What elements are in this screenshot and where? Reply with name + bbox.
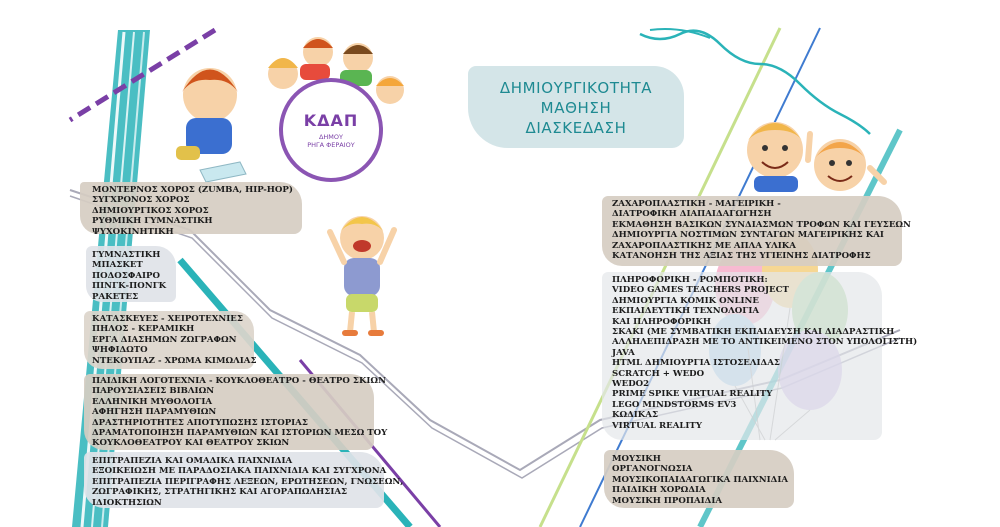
list-item: VIRTUAL REALITY	[612, 420, 702, 431]
list-item: ΨΥΧΟΚΙΝΗΤΙΚΗ	[92, 226, 174, 237]
list-item: ΠΗΛΟΣ - ΚΕΡΑΜΙΚΗ	[92, 324, 195, 335]
list-item: ΠΑΡΟΥΣΙΑΣΕΙΣ ΒΙΒΛΙΩΝ	[92, 386, 215, 397]
list-item: ΡΑΚΕΤΕΣ	[92, 291, 139, 302]
jumping-boy-illustration	[330, 216, 394, 336]
section-sports	[92, 250, 166, 302]
list-item: ΜΟΥΣΙΚΗ	[612, 454, 661, 464]
list-item: LEGO MINDSTORMS EV3	[612, 399, 737, 410]
motto-line-2: ΜΑΘΗΣΗ	[540, 99, 612, 117]
kdap-logo	[279, 78, 383, 182]
list-item: ΔΡΑΜΑΤΟΠΟΙΗΣΗ ΠΑΡΑΜΥΘΙΩΝ ΚΑΙ ΙΣΤΟΡΙΩΝ ΜΕΣΩ ΤΟΥ	[92, 428, 388, 439]
list-item: ΖΩΓΡΑΦΙΚΗΣ, ΣΤΡΑΤΗΓΙΚΗΣ ΚΑΙ ΑΓΟΡΑΠΩΛΗΣΙΑΣ	[92, 487, 348, 498]
list-item: ΡΥΘΜΙΚΗ ΓΥΜΝΑΣΤΙΚΗ	[92, 216, 213, 227]
list-item: ΖΑΧΑΡΟΠΛΑΣΤΙΚΗ - ΜΑΓΕΙΡΙΚΗ -	[612, 199, 781, 209]
list-item: ΑΦΗΓΗΣΗ ΠΑΡΑΜΥΘΙΩΝ	[92, 407, 217, 418]
boy-tablet-illustration	[176, 68, 246, 182]
list-item: ΠΛΗΡΟΦΟΡΙΚΗ - ΡΟΜΠΟΤΙΚΗ:	[612, 275, 768, 285]
list-item: ΜΟΝΤΕΡΝΟΣ ΧΟΡΟΣ (ZUMBA, HIP-HOP)	[92, 185, 293, 195]
list-item: ΔΙΑΤΡΟΦΙΚΗ ΔΙΑΠΑΙΔΑΓΩΓΗΣΗ	[612, 209, 772, 220]
section-robotics	[612, 275, 917, 431]
list-item: PRIME SPIKE VIRTUAL REALITY	[612, 389, 773, 400]
list-item: ΓΥΜΝΑΣΤΙΚΗ	[92, 250, 161, 260]
list-item: ΕΠΙΤΡΑΠΕΖΙΑ ΚΑΙ ΟΜΑΔΙΚΑ ΠΑΙΧΝΙΔΙΑ	[92, 456, 293, 466]
list-item: ΔΡΑΣΤΗΡΙΟΤΗΤΕΣ ΑΠΟΤΥΠΩΣΗΣ ΙΣΤΟΡΙΑΣ	[92, 417, 308, 428]
list-item: JAVA	[612, 347, 635, 358]
peeking-kids-illustration	[747, 122, 884, 192]
list-item: ΙΔΙΟΚΤΗΣΙΩΝ	[92, 497, 162, 508]
list-item: ΕΚΜΑΘΗΣΗ ΒΑΣΙΚΩΝ ΣΥΝΔΙΑΣΜΩΝ ΤΡΟΦΩΝ ΚΑΙ ΓΕΥΣΕΩΝ	[612, 219, 911, 230]
list-item: ΑΛΛΗΛΕΠΙΔΡΑΣΗ ΜΕ ΤΟ ΑΝΤΙΚΕΙΜΕΝΟ ΣΤΟΝ ΥΠΟΛΟΓΙΣΤΗ)	[612, 337, 918, 348]
list-item: ΠΙΝΓΚ-ΠΟΝΓΚ	[92, 281, 167, 292]
list-item: ΨΗΦΙΔΩΤΟ	[92, 345, 148, 356]
list-item: ΣΚΑΚΙ (ΜΕ ΣΥΜΒΑΤΙΚΗ ΕΚΠΑΙΔΕΥΣΗ ΚΑΙ ΔΙΑΔΡΑΣΤΙΚΗ	[612, 327, 895, 338]
list-item: ΕΠΙΤΡΑΠΕΖΙΑ ΠΕΡΙΓΡΑΦΗΣ ΛΕΞΕΩΝ, ΕΡΩΤΗΣΕΩΝ, ΓΝΩΣΕΩΝ,	[92, 476, 404, 487]
list-item: VIDEO GAMES TEACHERS PROJECT	[612, 285, 789, 296]
list-item: ΠΑΙΔΙΚΗ ΛΟΓΟΤΕΧΝΙΑ - ΚΟΥΚΛΟΘΕΑΤΡΟ - ΘΕΑΤΡΟ ΣΚΙΩΝ	[92, 376, 386, 386]
list-item: ΚΟΥΚΛΟΘΕΑΤΡΟΥ ΚΑΙ ΘΕΑΤΡΟΥ ΣΚΙΩΝ	[92, 438, 290, 449]
list-item: ΖΑΧΑΡΟΠΛΑΣΤΙΚΗΣ ΜΕ ΑΠΛΑ ΥΛΙΚΑ	[612, 240, 796, 251]
list-item: ΟΡΓΑΝΟΓΝΩΣΙΑ	[612, 464, 693, 475]
list-item: ΚΑΙ ΠΛΗΡΟΦΟΡΙΚΗ	[612, 316, 712, 327]
section-music	[612, 454, 788, 506]
list-item: ΕΛΛΗΝΙΚΗ ΜΥΘΟΛΟΓΙΑ	[92, 396, 213, 407]
list-item: ΜΟΥΣΙΚΟΠΑΙΔΑΓΩΓΙΚΑ ΠΑΙΧΝΙΔΙΑ	[612, 474, 789, 485]
list-item: ΚΑΤΑΝΟΗΣΗ ΤΗΣ ΑΞΙΑΣ ΤΗΣ ΥΓΙΕΙΝΗΣ ΔΙΑΤΡΟΦΗΣ	[612, 251, 871, 262]
list-item: ΠΑΙΔΙΚΗ ΧΟΡΩΔΙΑ	[612, 485, 706, 496]
list-item: ΣΥΓΧΡΟΝΟΣ ΧΟΡΟΣ	[92, 195, 190, 206]
section-board-games	[92, 456, 403, 508]
motto-heading	[470, 62, 682, 154]
list-item: ΜΟΥΣΙΚΗ ΠΡΟΠΑΙΔΙΑ	[612, 495, 723, 506]
list-item: ΠΟΔΟΣΦΑΙΡΟ	[92, 270, 160, 281]
list-item: ΝΤΕΚΟΥΠΑΖ - ΧΡΩΜΑ ΚΙΜΩΛΙΑΣ	[92, 355, 257, 366]
motto-line-1: ΔΗΜΙΟΥΡΓΙΚΟΤΗΤΑ	[499, 79, 653, 97]
list-item: ΕΚΠΑΙΔΕΥΤΙΚΗ ΤΕΧΝΟΛΟΓΙΑ	[612, 306, 760, 317]
section-literature	[92, 376, 387, 449]
list-item: ΕΡΓΑ ΔΙΑΣΗΜΩΝ ΖΩΓΡΑΦΩΝ	[92, 334, 237, 345]
section-crafts	[92, 314, 257, 366]
list-item: HTML ΔΗΜΙΟΥΡΓΙΑ ΙΣΤΟΣΕΛΙΔΑΣ	[612, 358, 780, 369]
logo-title: ΚΔΑΠ	[303, 111, 359, 130]
section-dance	[92, 185, 293, 237]
list-item: ΔΗΜΙΟΥΡΓΙΚΟΣ ΧΟΡΟΣ	[92, 205, 209, 216]
list-item: ΔΗΜΙΟΥΡΓΙΑ ΝΟΣΤΙΜΩΝ ΣΥΝΤΑΓΩΝ ΜΑΓΕΙΡΙΚΗΣ ΚΑΙ	[612, 230, 884, 241]
list-item: WEDO2	[612, 379, 650, 390]
motto-line-3: ΔΙΑΣΚΕΔΑΣΗ	[525, 119, 627, 137]
list-item: ΚΑΤΑΣΚΕΥΕΣ - ΧΕΙΡΟΤΕΧΝΙΕΣ	[92, 314, 243, 324]
section-cooking	[612, 199, 911, 261]
list-item: ΜΠΑΣΚΕΤ	[92, 260, 143, 271]
list-item: ΚΩΔΙΚΑΣ	[612, 410, 659, 421]
logo-subtitle: ΔΗΜΟΥ ΡΗΓΑ ΦΕΡΑΙΟΥ	[307, 133, 355, 149]
list-item: ΕΞΟΙΚΕΙΩΣΗ ΜΕ ΠΑΡΑΔΟΣΙΑΚΑ ΠΑΙΧΝΙΔΙΑ ΚΑΙ ΣΥΓΧΡΟΝΑ	[92, 466, 387, 477]
list-item: ΔΗΜΙΟΥΡΓΙΑ ΚΟΜΙΚ ONLINE	[612, 295, 759, 306]
list-item: SCRATCH + WEDO	[612, 368, 705, 379]
